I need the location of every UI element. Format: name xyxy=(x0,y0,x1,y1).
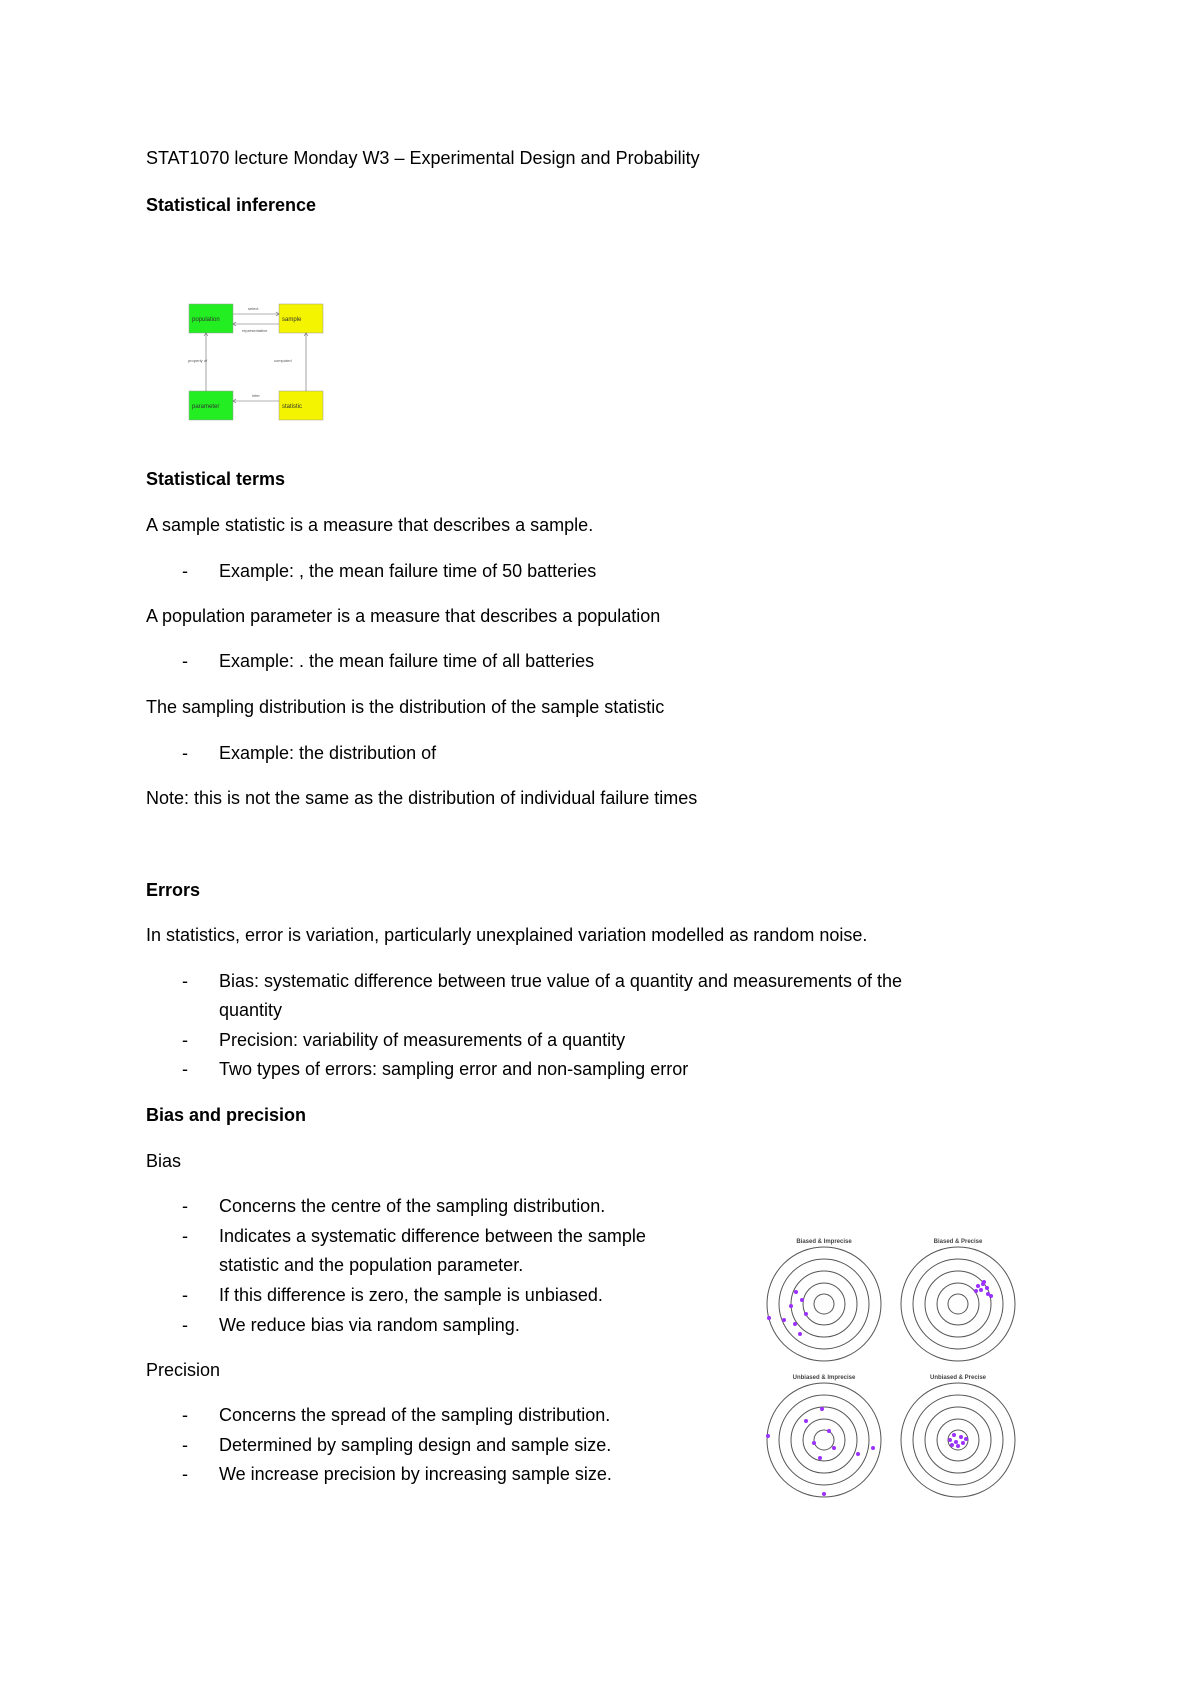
arrow-select-label: select xyxy=(248,306,259,311)
section-heading-inference: Statistical inference xyxy=(146,195,317,215)
bullet-dash: - xyxy=(182,1464,188,1484)
target-title-biased-imprecise: Biased & Imprecise xyxy=(796,1239,852,1245)
target-title-biased-precise: Biased & Precise xyxy=(933,1239,983,1245)
bullet-dash: - xyxy=(182,1196,188,1216)
bullet-dash: - xyxy=(182,1226,188,1246)
bullet-dash: - xyxy=(182,971,188,991)
sample-statistic-text: A sample statistic is a measure that describes a sample. xyxy=(146,515,594,535)
target-unbiased-imprecise xyxy=(767,1383,881,1497)
precision-item-1: Concerns the spread of the sampling distribution. xyxy=(219,1405,611,1425)
target-biased-precise xyxy=(901,1247,1015,1361)
section-heading-terms: Statistical terms xyxy=(146,469,286,489)
inference-diagram xyxy=(186,296,326,426)
precision-item-3: We increase precision by increasing sample size. xyxy=(219,1464,612,1484)
bullet-dash: - xyxy=(182,1405,188,1425)
bias-item-1: Concerns the centre of the sampling distribution. xyxy=(219,1196,606,1216)
population-parameter-text: A population parameter is a measure that describes a population xyxy=(146,606,661,626)
bullet-dash: - xyxy=(182,1315,188,1335)
bias-precision-targets-figure xyxy=(766,1236,1034,1508)
arrow-property-label: property of xyxy=(188,358,208,363)
parameter-label: parameter xyxy=(192,404,220,410)
target-unbiased-precise xyxy=(901,1383,1015,1497)
sample-label: sample xyxy=(282,317,302,323)
population-example-text: Example: . the mean failure time of all batteries xyxy=(219,651,595,671)
note-text: Note: this is not the same as the distribution of individual failure times xyxy=(146,788,698,808)
arrow-representative-label: representative xyxy=(242,328,268,333)
bullet-dash: - xyxy=(182,1435,188,1455)
section-heading-bias-precision: Bias and precision xyxy=(146,1105,307,1125)
precision-item-2: Determined by sampling design and sample size. xyxy=(219,1435,612,1455)
precision-definition-text: Precision: variability of measurements of a quantity xyxy=(219,1030,626,1050)
bias-item-4: We reduce bias via random sampling. xyxy=(219,1315,520,1335)
bullet-dash: - xyxy=(182,743,188,763)
population-label: population xyxy=(192,317,220,323)
bias-item-2-cont: statistic and the population parameter. xyxy=(219,1255,524,1275)
bias-definition-text: Bias: systematic difference between true value of a quantity and measurements of the xyxy=(219,971,903,991)
arrow-computed-label: computed xyxy=(274,358,292,363)
bullet-dash: - xyxy=(182,561,188,581)
bias-heading: Bias xyxy=(146,1151,182,1171)
sampling-example-text: Example: the distribution of xyxy=(219,743,437,763)
bias-definition-text-cont: quantity xyxy=(219,1000,283,1020)
bias-item-3: If this difference is zero, the sample is unbiased. xyxy=(219,1285,603,1305)
bias-item-2: Indicates a systematic difference between the sample xyxy=(219,1226,646,1246)
target-title-unbiased-imprecise: Unbiased & Imprecise xyxy=(792,1375,856,1381)
precision-heading: Precision xyxy=(146,1360,221,1380)
error-types-text: Two types of errors: sampling error and non-sampling error xyxy=(219,1059,689,1079)
arrow-infer-label: infer xyxy=(252,393,260,398)
section-heading-errors: Errors xyxy=(146,880,201,900)
sampling-distribution-text: The sampling distribution is the distribution of the sample statistic xyxy=(146,697,665,717)
bullet-dash: - xyxy=(182,1285,188,1305)
errors-intro-text: In statistics, error is variation, particularly unexplained variation modelled as random noise. xyxy=(146,925,868,945)
bullet-dash: - xyxy=(182,1059,188,1079)
statistic-label: statistic xyxy=(282,404,303,410)
sample-example-text: Example: , the mean failure time of 50 batteries xyxy=(219,561,597,581)
bullet-dash: - xyxy=(182,1030,188,1050)
bullet-dash: - xyxy=(182,651,188,671)
page-title: STAT1070 lecture Monday W3 – Experimental Design and Probability xyxy=(146,148,700,168)
target-title-unbiased-precise: Unbiased & Precise xyxy=(929,1375,987,1381)
target-biased-imprecise xyxy=(767,1247,881,1361)
